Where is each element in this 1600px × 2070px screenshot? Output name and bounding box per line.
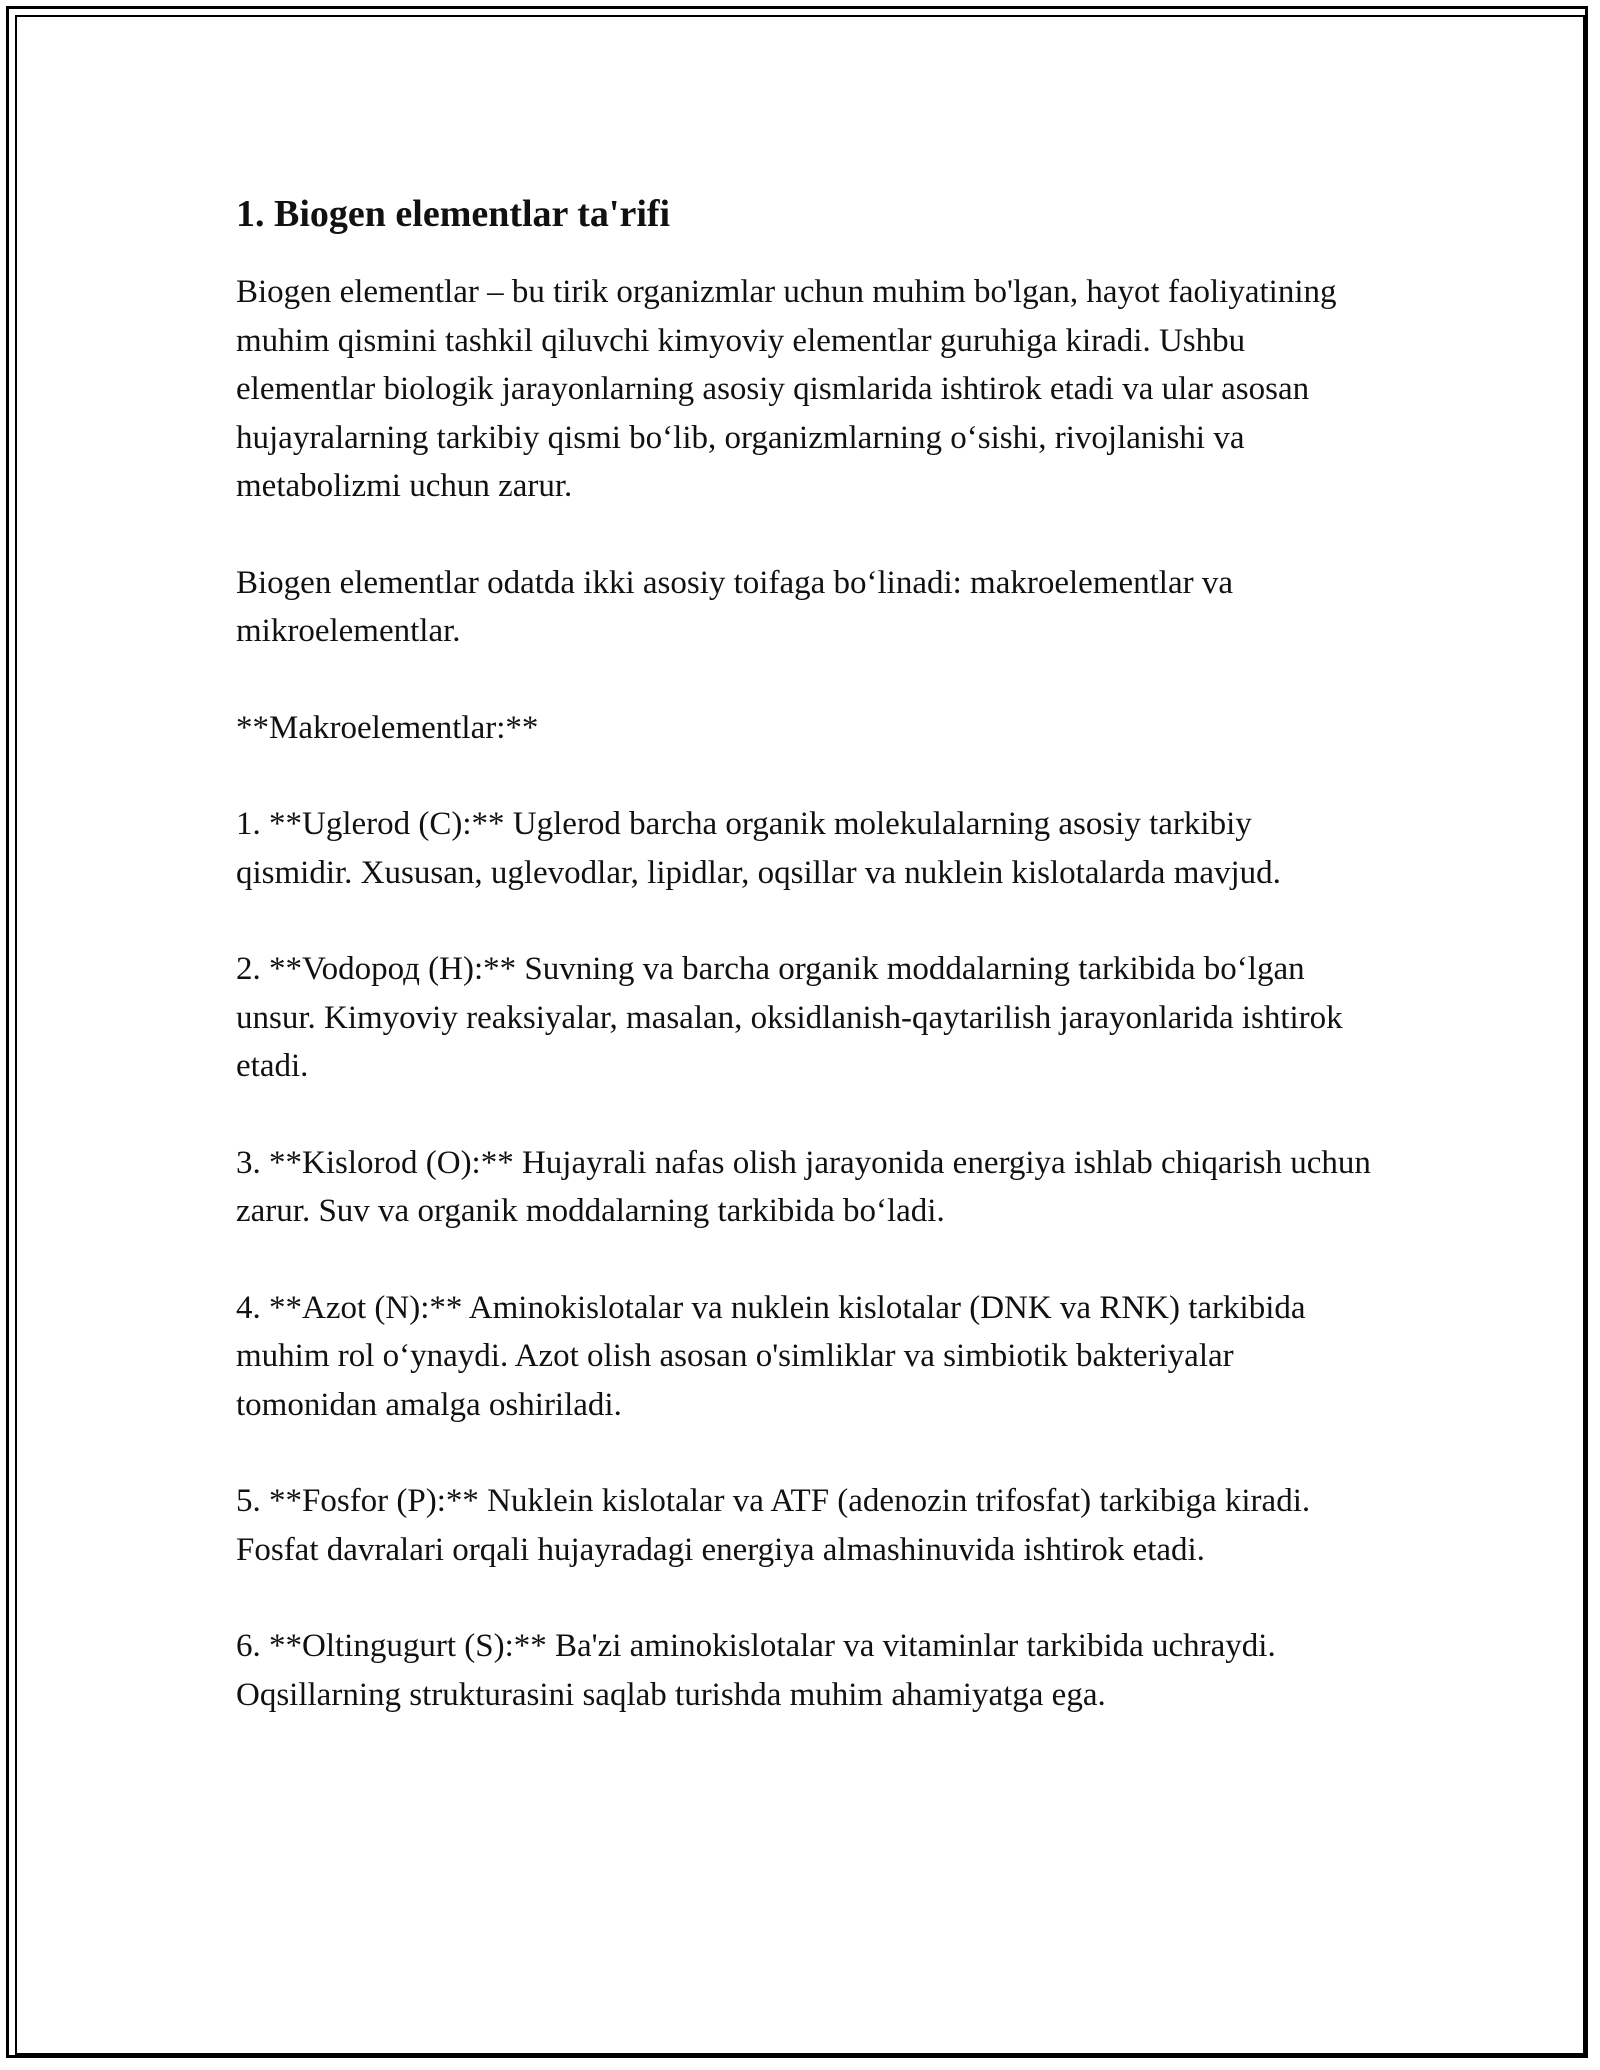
paragraph-macro-heading: **Makroelementlar:**: [236, 709, 539, 746]
paragraph-sulfur: 6. **Oltingugurt (S):** Ba'zi aminokislotalar va vitaminlar tarkibida uchraydi. Oqsillarning strukturasini saqlab turishda muhim ahamiyatga ega.: [236, 1628, 1276, 1713]
paragraph-oxygen: 3. **Kislorod (O):** Hujayrali nafas olish jarayonida energiya ishlab chiqarish uchun zarur. Suv va organik moddalarning tarkibida bo‘ladi.: [236, 1144, 1371, 1229]
paragraph-hydrogen: 2. **Vodoрод (H):** Suvning va barcha organik moddalarning tarkibida bo‘lgan unsur. Kimyoviy reaksiyalar, masalan, oksidlanish-qaytarilish jarayonlarida ishtirok etadi.: [236, 951, 1343, 1084]
paragraph-phosphorus: 5. **Fosfor (P):** Nuklein kislotalar va ATF (adenozin trifosfat) tarkibiga kiradi. Fosfat davralari orqali hujayradagi energiya almashinuvida ishtirok etadi.: [236, 1483, 1311, 1568]
paragraph-nitrogen: 4. **Azot (N):** Aminokislotalar va nuklein kislotalar (DNK va RNK) tarkibida muhim rol o‘ynaydi. Azot olish asosan o'simliklar va simbiotik bakteriyalar tomonidan amalga oshiriladi.: [236, 1289, 1306, 1423]
document-body: [236, 186, 1376, 1767]
paragraph-categories: Biogen elementlar odatda ikki asosiy toifaga bo‘linadi: makroelementlar va mikroelementlar.: [236, 564, 1234, 649]
document-heading: 1. Biogen elementlar ta'rifi: [236, 193, 671, 235]
paragraph-carbon: 1. **Uglerod (C):** Uglerod barcha organik molekulalarning asosiy tarkibiy qismidir. Xususan, uglevodlar, lipidlar, oqsillar va nuklein kislotalarda mavjud.: [236, 806, 1281, 891]
paragraph-intro: Biogen elementlar – bu tirik organizmlar uchun muhim bo'lgan, hayot faoliyatining muhim qismini tashkil qiluvchi kimyoviy elementlar guruhiga kiradi. Ushbu elementlar biologik jarayonlarning asosiy qismlarida ishtirok etadi va ular asosan hujayralarning tarkibiy qismi bo‘lib, organizmlarning o‘sishi, rivojlanishi va metabolizmi uchun zarur.: [236, 274, 1337, 504]
